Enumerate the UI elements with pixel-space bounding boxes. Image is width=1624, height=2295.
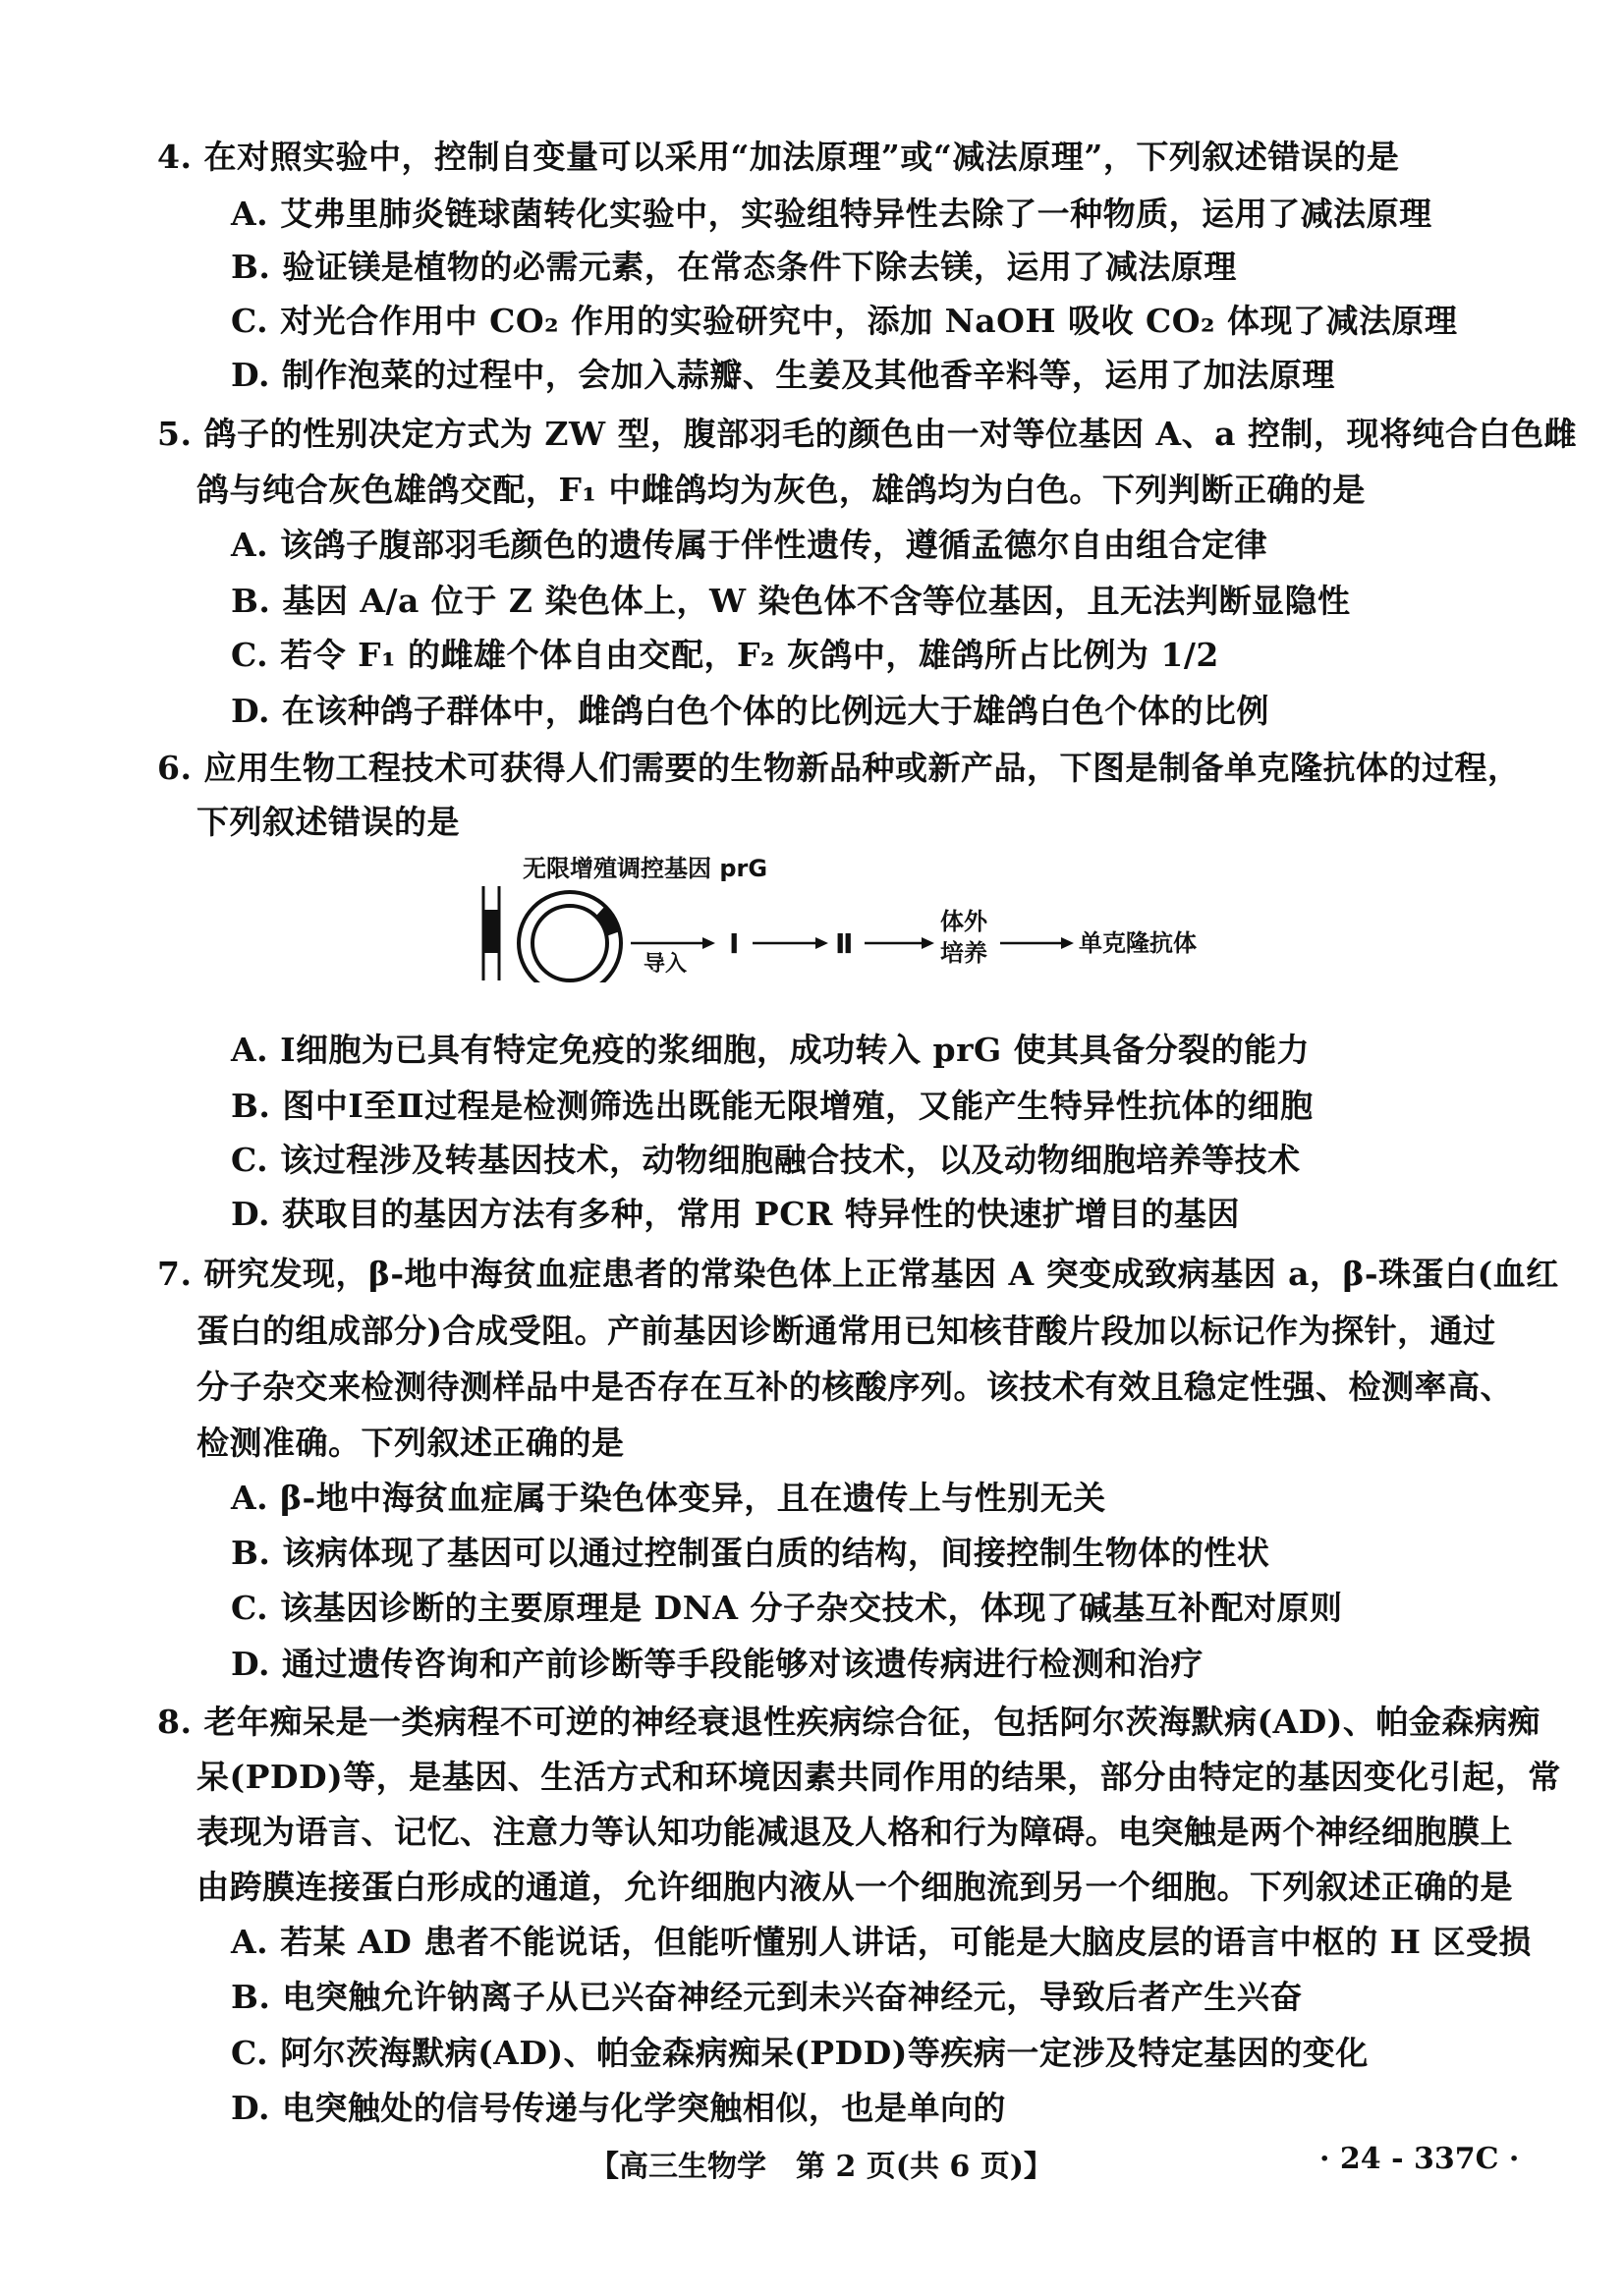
option-a: A. 若某 AD 患者不能说话，但能听懂别人讲话，可能是大脑皮层的语言中枢的 H 区受损: [231, 1923, 1532, 1961]
question-stem: 6. 应用生物工程技术可获得人们需要的生物新品种或新产品，下图是制备单克隆抗体的过程，: [157, 749, 1521, 787]
option-a: A. 艾弗里肺炎链球菌转化实验中，实验组特异性去除了一种物质，运用了减法原理: [231, 195, 1432, 233]
question-stem-continued: 分子杂交来检测待测样品中是否存在互补的核酸序列。该技术有效且稳定性强、检测率高、: [196, 1368, 1513, 1406]
option-d: D. 通过遗传咨询和产前诊断等手段能够对该遗传病进行检测和治疗: [231, 1645, 1204, 1683]
option-a: A. Ⅰ细胞为已具有特定免疫的浆细胞，成功转入 prG 使其具备分裂的能力: [231, 1031, 1311, 1069]
question-stem: 8. 老年痴呆是一类病程不可逆的神经衰退性疾病综合征，包括阿尔茨海默病(AD)、帕金森病痴: [157, 1703, 1540, 1741]
question-stem: 5. 鸽子的性别决定方式为 ZW 型，腹部羽毛的颜色由一对等位基因 A、a 控制，现将纯合白色雌: [157, 415, 1578, 453]
option-d: D. 获取目的基因方法有多种，常用 PCR 特异性的快速扩增目的基因: [231, 1195, 1240, 1233]
option-c: C. 阿尔茨海默病(AD)、帕金森病痴呆(PDD)等疾病一定涉及特定基因的变化: [231, 2034, 1369, 2072]
question-stem-continued: 由跨膜连接蛋白形成的通道，允许细胞内液从一个细胞流到另一个细胞。下列叙述正确的是: [196, 1868, 1513, 1906]
culture-label-line1: 体外: [940, 908, 987, 935]
question-stem-continued: 下列叙述错误的是: [196, 803, 460, 841]
page-footer-title: 【高三生物学 第 2 页(共 6 页)】: [589, 2150, 1053, 2184]
stage-two: Ⅱ: [835, 927, 854, 960]
option-b: B. 电突触允许钠离子从已兴奋神经元到未兴奋神经元，导致后者产生兴奋: [231, 1978, 1303, 2016]
import-label: 导入: [644, 952, 688, 977]
arrowhead-stage2-culture: [922, 937, 934, 949]
option-c: C. 对光合作用中 CO₂ 作用的实验研究中，添加 NaOH 吸收 CO₂ 体现了减法原理: [231, 302, 1458, 340]
question-stem-continued: 蛋白的组成部分)合成受阻。产前基因诊断通常用已知核苷酸片段加以标记作为探针，通过: [196, 1312, 1496, 1350]
option-d: D. 电突触处的信号传递与化学突触相似，也是单向的: [231, 2089, 1006, 2127]
question-stem-continued: 呆(PDD)等，是基因、生活方式和环境因素共同作用的结果，部分由特定的基因变化引起，常: [196, 1758, 1561, 1796]
culture-label-line2: 培养: [940, 939, 987, 967]
gene-label: 无限增殖调控基因 prG: [523, 855, 768, 882]
option-b: B. 验证镁是植物的必需元素，在常态条件下除去镁，运用了减法原理: [231, 248, 1237, 286]
product-label: 单克隆抗体: [1079, 929, 1197, 957]
option-d: D. 在该种鸽子群体中，雌鸽白色个体的比例远大于雄鸽白色个体的比例: [231, 692, 1269, 730]
question-stem-continued: 检测准确。下列叙述正确的是: [196, 1424, 625, 1462]
question-stem: 4. 在对照实验中，控制自变量可以采用“加法原理”或“减法原理”，下列叙述错误的是: [157, 138, 1400, 176]
stage-one: Ⅰ: [729, 927, 740, 960]
option-b: B. 基因 A/a 位于 Z 染色体上，W 染色体不含等位基因，且无法判断显隐性: [231, 582, 1351, 620]
option-b: B. 该病体现了基因可以通过控制蛋白质的结构，间接控制生物体的性状: [231, 1534, 1270, 1572]
option-c: C. 该过程涉及转基因技术，动物细胞融合技术，以及动物细胞培养等技术: [231, 1141, 1301, 1179]
arrowhead-stage1-stage2: [815, 937, 828, 949]
option-d: D. 制作泡菜的过程中，会加入蒜瓣、生姜及其他香辛料等，运用了加法原理: [231, 356, 1335, 394]
plasmid-icon: [519, 892, 621, 982]
page-code: · 24 - 337C ·: [1319, 2142, 1520, 2176]
option-a: A. β-地中海贫血症属于染色体变异，且在遗传上与性别无关: [231, 1479, 1106, 1517]
option-c: C. 若令 F₁ 的雌雄个体自由交配，F₂ 灰鸽中，雄鸽所占比例为 1/2: [231, 636, 1219, 674]
question-stem-continued: 鸽与纯合灰色雄鸽交配，F₁ 中雌鸽均为灰色，雄鸽均为白色。下列判断正确的是: [196, 471, 1366, 509]
option-a: A. 该鸽子腹部羽毛颜色的遗传属于伴性遗传，遵循孟德尔自由组合定律: [231, 526, 1268, 564]
question-stem-continued: 表现为语言、记忆、注意力等认知功能减退及人格和行为障碍。电突触是两个神经细胞膜上: [196, 1813, 1513, 1851]
option-b: B. 图中Ⅰ至Ⅱ过程是检测筛选出既能无限增殖，又能产生特异性抗体的细胞: [231, 1087, 1314, 1125]
arrowhead-culture-antibody: [1061, 937, 1074, 949]
option-c: C. 该基因诊断的主要原理是 DNA 分子杂交技术，体现了碱基互补配对原则: [231, 1589, 1343, 1627]
monoclonal-antibody-diagram: [462, 845, 1228, 982]
question-stem: 7. 研究发现，β-地中海贫血症患者的常染色体上正常基因 A 突变成致病基因 a，β-珠蛋白(血红: [157, 1255, 1559, 1293]
dna-fragment-icon: [483, 886, 499, 980]
arrowhead-import: [702, 937, 715, 949]
